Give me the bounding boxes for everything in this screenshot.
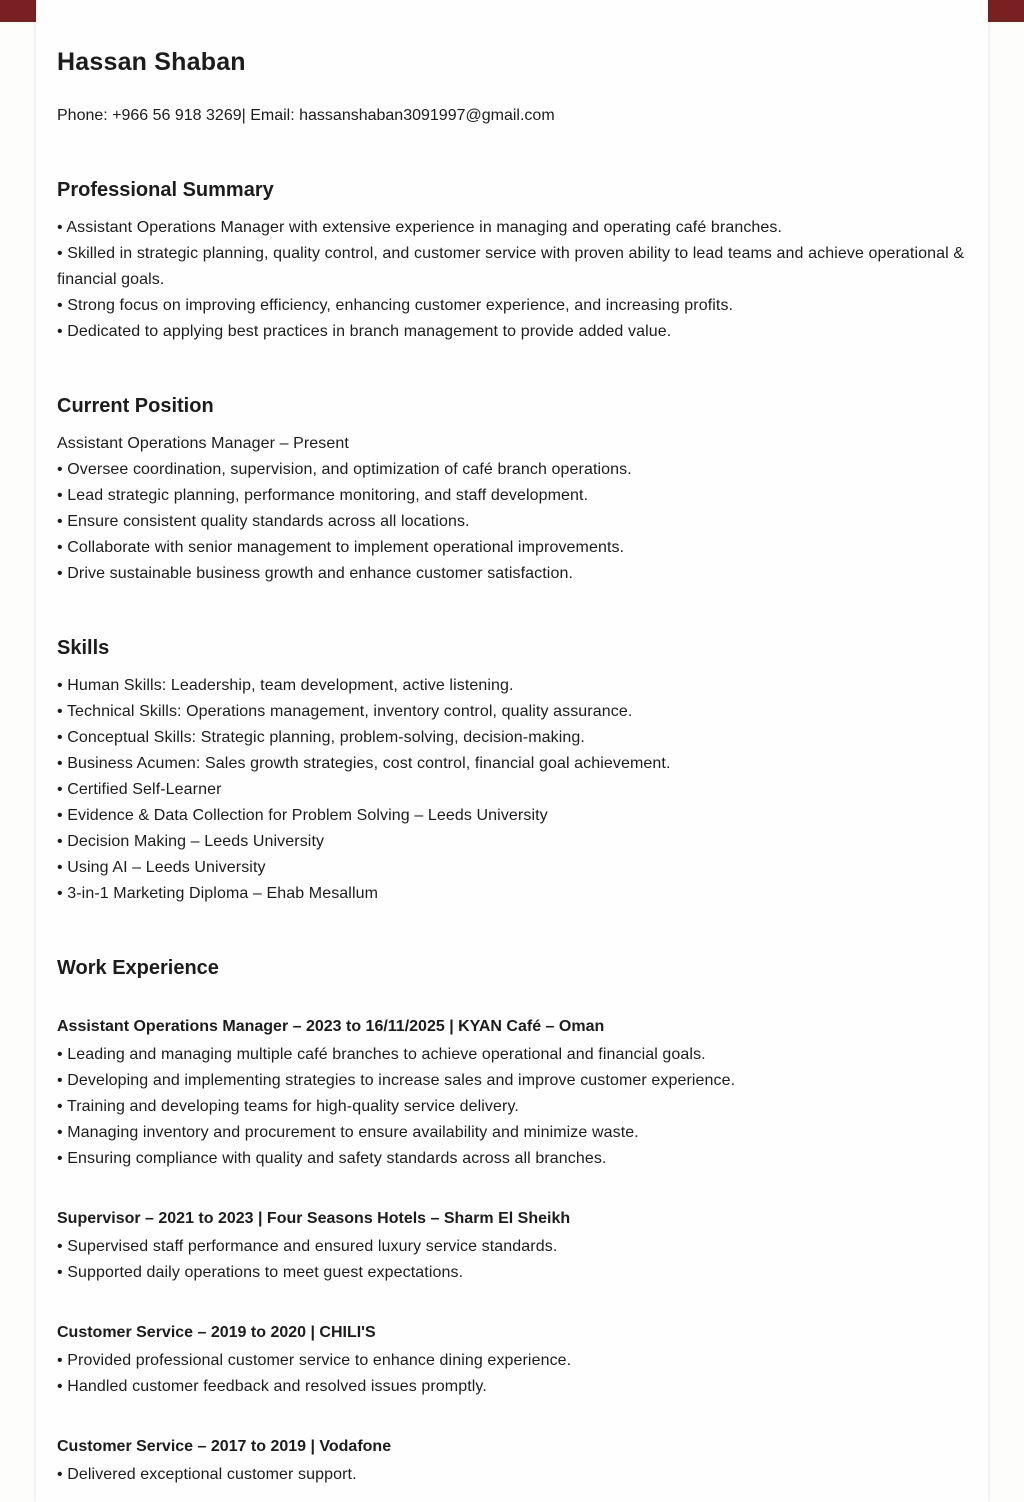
bullet-line: • Business Acumen: Sales growth strategies, cost control, financial goal achievement. bbox=[57, 755, 671, 772]
bullet-line: • Decision Making – Leeds University bbox=[57, 833, 325, 850]
bullet-line: • Lead strategic planning, performance monitoring, and staff development. bbox=[57, 487, 589, 504]
bullet-list bbox=[57, 673, 968, 907]
section-title: Current Position bbox=[57, 395, 214, 417]
section-title: Skills bbox=[57, 637, 110, 659]
resume-contact-line: Phone: +966 56 918 3269| Email: hassanshaban3091997@gmail.com bbox=[57, 107, 555, 124]
bullet-list bbox=[57, 1042, 968, 1172]
bullet-line: • Supported daily operations to meet guest expectations. bbox=[57, 1264, 464, 1281]
resume-page bbox=[36, 0, 988, 1502]
section-work-experience bbox=[57, 957, 968, 1488]
bullet-line: • Ensuring compliance with quality and safety standards across all branches. bbox=[57, 1150, 607, 1167]
bullet-line: • Conceptual Skills: Strategic planning, problem-solving, decision-making. bbox=[57, 729, 585, 746]
job-heading: Customer Service – 2017 to 2019 | Vodafone bbox=[57, 1438, 392, 1455]
section-skills bbox=[57, 637, 968, 907]
bullet-list bbox=[57, 1234, 968, 1286]
bullet-line: • 3-in-1 Marketing Diploma – Ehab Mesallum bbox=[57, 885, 379, 902]
bullet-line: • Provided professional customer service to enhance dining experience. bbox=[57, 1352, 572, 1369]
bullet-line: • Using AI – Leeds University bbox=[57, 859, 266, 876]
bullet-line: • Drive sustainable business growth and enhance customer satisfaction. bbox=[57, 565, 573, 582]
job-heading: Assistant Operations Manager – 2023 to 16/11/2025 | KYAN Café – Oman bbox=[57, 1018, 605, 1035]
bullet-line: • Oversee coordination, supervision, and optimization of café branch operations. bbox=[57, 461, 632, 478]
bullet-line: • Supervised staff performance and ensured luxury service standards. bbox=[57, 1238, 558, 1255]
bullet-line: • Ensure consistent quality standards across all locations. bbox=[57, 513, 470, 530]
job-entry bbox=[57, 1014, 968, 1172]
bullet-line: • Managing inventory and procurement to ensure availability and minimize waste. bbox=[57, 1124, 639, 1141]
job-heading: Supervisor – 2021 to 2023 | Four Seasons Hotels – Sharm El Sheikh bbox=[57, 1210, 571, 1227]
bullet-line: • Evidence & Data Collection for Problem Solving – Leeds University bbox=[57, 807, 548, 824]
bullet-line: • Handled customer feedback and resolved issues promptly. bbox=[57, 1378, 487, 1395]
bullet-line: • Dedicated to applying best practices in branch management to provide added value. bbox=[57, 323, 672, 340]
bullet-line: • Skilled in strategic planning, quality control, and customer service with proven ability to lead teams and achieve operational & financial goals. bbox=[57, 245, 965, 288]
section-title: Professional Summary bbox=[57, 179, 274, 201]
bullet-line: • Training and developing teams for high-quality service delivery. bbox=[57, 1098, 519, 1115]
section-title: Work Experience bbox=[57, 957, 219, 979]
resume-name: Hassan Shaban bbox=[57, 48, 246, 76]
bullet-list bbox=[57, 457, 968, 587]
job-entry bbox=[57, 1206, 968, 1286]
section-professional-summary bbox=[57, 179, 968, 345]
bullet-line: • Delivered exceptional customer support. bbox=[57, 1466, 357, 1483]
bullet-list bbox=[57, 1348, 968, 1400]
bullet-line: • Developing and implementing strategies to increase sales and improve customer experience. bbox=[57, 1072, 736, 1089]
current-position-subtitle: Assistant Operations Manager – Present bbox=[57, 435, 349, 452]
bullet-line: • Human Skills: Leadership, team development, active listening. bbox=[57, 677, 514, 694]
job-heading: Customer Service – 2019 to 2020 | CHILI'S bbox=[57, 1324, 376, 1341]
bullet-line: • Collaborate with senior management to implement operational improvements. bbox=[57, 539, 625, 556]
section-current-position bbox=[57, 395, 968, 587]
bullet-list bbox=[57, 1462, 968, 1488]
bullet-line: • Certified Self-Learner bbox=[57, 781, 222, 798]
bullet-line: • Leading and managing multiple café branches to achieve operational and financial goals. bbox=[57, 1046, 706, 1063]
bullet-line: • Strong focus on improving efficiency, enhancing customer experience, and increasing profits. bbox=[57, 297, 734, 314]
bullet-line: • Technical Skills: Operations management, inventory control, quality assurance. bbox=[57, 703, 633, 720]
job-entry bbox=[57, 1434, 968, 1488]
bullet-line: • Assistant Operations Manager with extensive experience in managing and operating café branches. bbox=[57, 219, 783, 236]
bullet-list bbox=[57, 215, 968, 345]
job-entry bbox=[57, 1320, 968, 1400]
